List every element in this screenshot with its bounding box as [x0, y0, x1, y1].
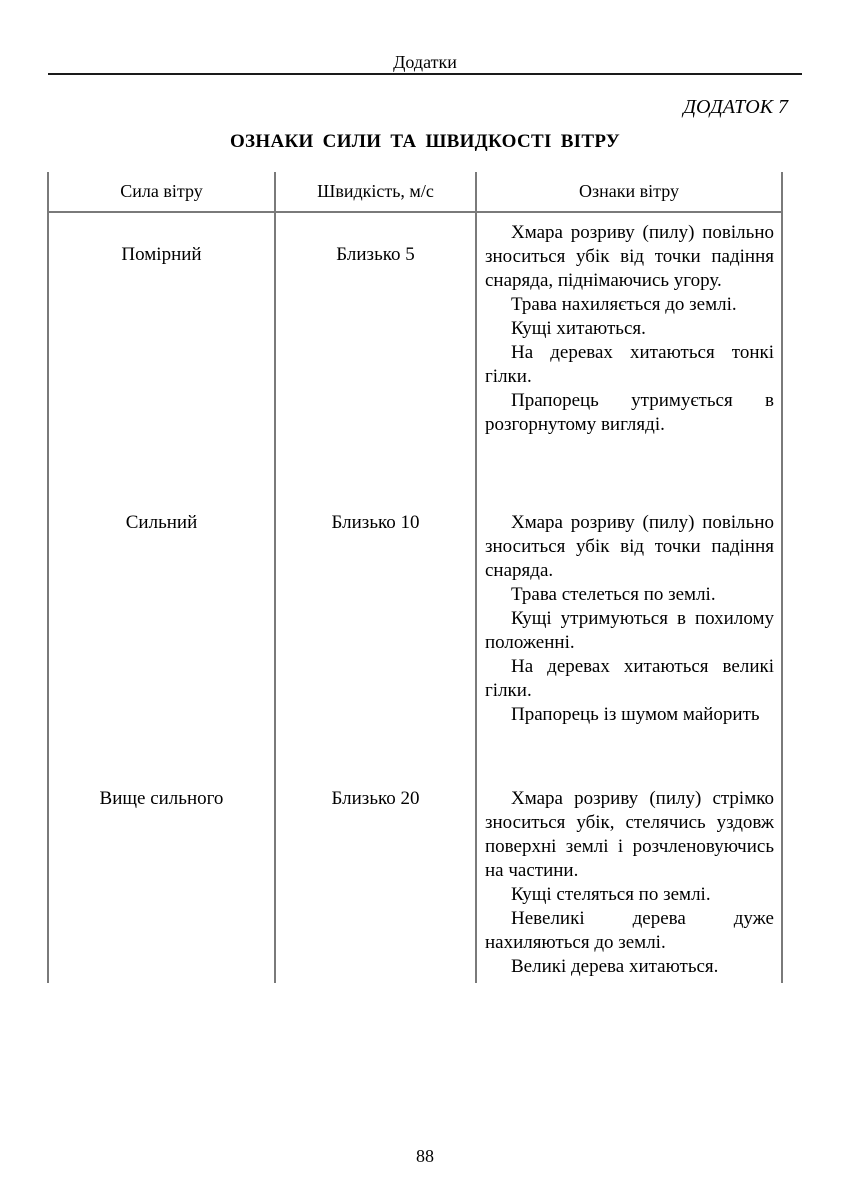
- force-cell: Вище сильного: [48, 777, 275, 983]
- column-header-signs: Ознаки вітру: [476, 172, 782, 212]
- column-header-speed: Швидкість, м/с: [275, 172, 476, 212]
- sign-paragraph: На деревах хитаються тонкі гілки.: [485, 342, 774, 387]
- force-cell: Помірний: [48, 212, 275, 501]
- page-number: 88: [416, 1146, 434, 1166]
- sign-paragraph: Трава стелеться по землі.: [511, 584, 716, 605]
- speed-cell: Близько 20: [275, 777, 476, 983]
- sign-paragraph: Хмара розриву (пилу) повільно зноситься убік від точки падіння снаряда.: [485, 512, 774, 581]
- sign-paragraph: Хмара розриву (пилу) стрімко зноситься убік, стелячись уздовж поверхні землі і розчленовуючись на частини.: [485, 788, 774, 881]
- table-header: [48, 172, 782, 212]
- column-header-force: Сила вітру: [48, 172, 275, 212]
- sign-paragraph: Кущі стеляться по землі.: [511, 884, 711, 905]
- speed-cell: Близько 5: [275, 212, 476, 501]
- sign-paragraph: Трава нахиляється до землі.: [511, 294, 737, 315]
- sign-paragraph: Великі дерева хитаються.: [511, 956, 719, 977]
- force-cell: Сильний: [48, 501, 275, 777]
- sign-paragraph: Прапорець із шумом майорить: [511, 704, 760, 725]
- header-rule: [48, 73, 802, 75]
- wind-signs-table: [47, 172, 783, 983]
- sign-paragraph: Прапорець утримується в розгорнутому вигляді.: [485, 390, 774, 435]
- sign-paragraph: На деревах хитаються великі гілки.: [485, 656, 774, 701]
- table-row-moderate: [48, 212, 782, 501]
- appendix-label: ДОДАТОК 7: [683, 96, 788, 118]
- sign-paragraph: Невеликі дерева дуже нахиляються до землі.: [485, 908, 774, 953]
- running-header: Додатки: [393, 52, 457, 72]
- page-title: ОЗНАКИ СИЛИ ТА ШВИДКОСТІ ВІТРУ: [229, 131, 621, 152]
- sign-paragraph: Кущі утримуються в похилому положенні.: [485, 608, 774, 653]
- speed-cell: Близько 10: [275, 501, 476, 777]
- signs-cell: [476, 212, 782, 501]
- table-row-strong: [48, 501, 782, 777]
- sign-paragraph: Кущі хитаються.: [511, 318, 646, 339]
- signs-cell: [476, 777, 782, 983]
- signs-cell: [476, 501, 782, 777]
- table-row-above-strong: [48, 777, 782, 983]
- sign-paragraph: Хмара розриву (пилу) повільно зноситься убік від точки падіння снаряда, піднімаючись угору.: [485, 222, 774, 291]
